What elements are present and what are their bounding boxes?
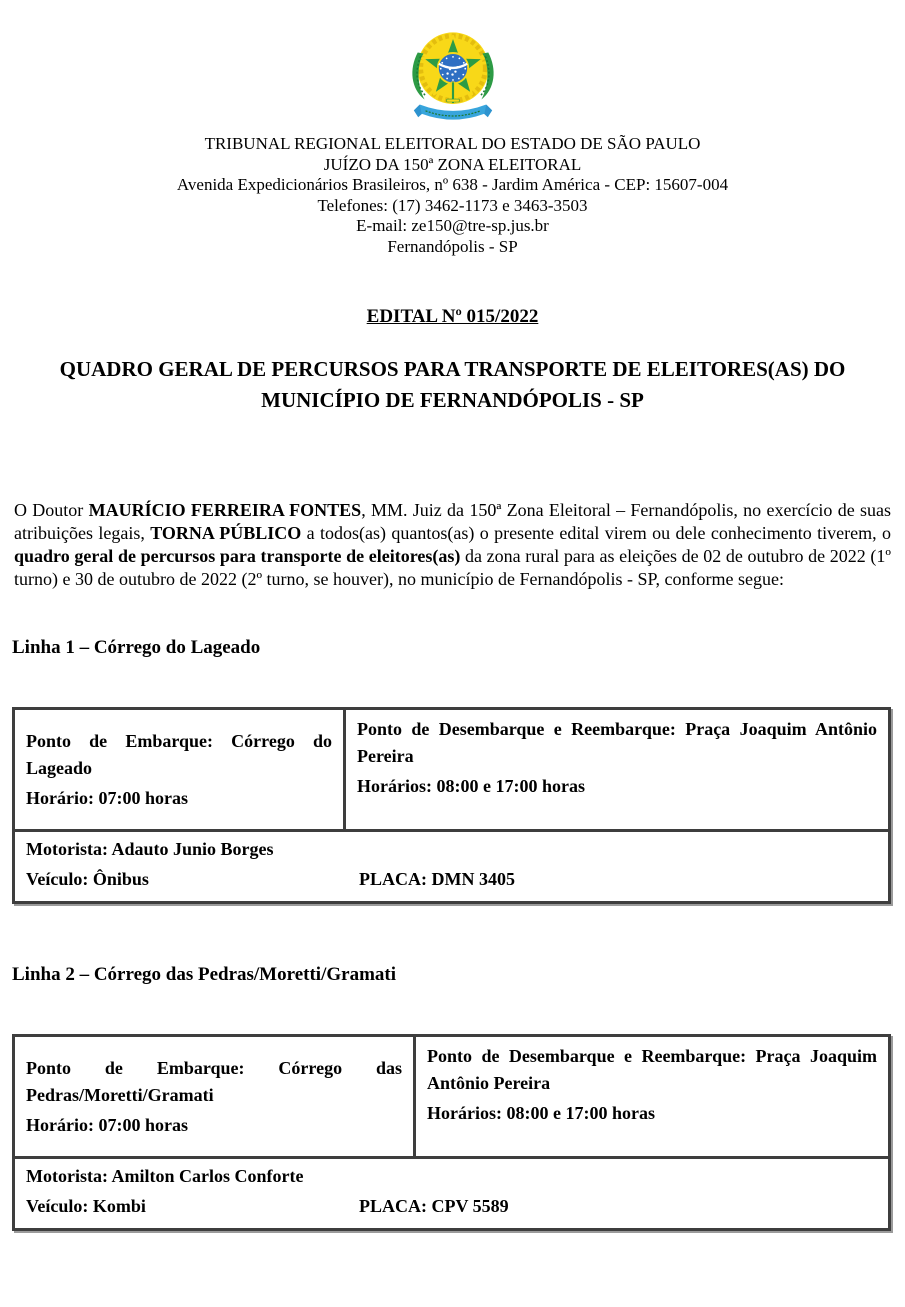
phones-line: Telefones: (17) 3462-1173 e 3463-3503	[317, 195, 588, 215]
document-title: QUADRO GERAL DE PERCURSOS PARA TRANSPORTE DE ELEITORES(AS) DO MUNICÍPIO DE FERNANDÓPOLIS - SP	[59, 357, 846, 412]
document-page	[0, 27, 905, 1307]
motorista-cell	[14, 831, 890, 903]
edital-number-text: EDITAL Nº 015/2022	[366, 306, 539, 327]
letterhead	[0, 134, 905, 257]
desembarque-horarios: Horários: 08:00 e 17:00 horas	[427, 1103, 655, 1123]
placa: PLACA: DMN 3405	[359, 869, 515, 889]
table-row	[14, 1036, 890, 1158]
route-table-linha-2	[12, 1034, 891, 1231]
email-line: E-mail: ze150@tre-sp.jus.br	[356, 216, 549, 235]
veiculo: Veículo: Ônibus	[26, 869, 149, 889]
desembarque-point: Ponto de Desembarque e Reembarque: Praça Joaquim Antônio Pereira	[357, 719, 877, 766]
city-line: Fernandópolis - SP	[387, 236, 518, 256]
embarque-horario: Horário: 07:00 horas	[26, 787, 188, 808]
placa: PLACA: CPV 5589	[359, 1196, 509, 1216]
embarque-cell	[14, 709, 345, 831]
linha-2-heading: Linha 2 – Córrego das Pedras/Moretti/Gramati	[12, 964, 396, 985]
edital-number-heading	[0, 306, 905, 328]
embarque-horario: Horário: 07:00 horas	[26, 1114, 188, 1135]
embarque-point: Ponto de Embarque: Córrego das Pedras/Moretti/Gramati	[26, 1057, 402, 1105]
motorista: Motorista: Amilton Carlos Conforte	[26, 1166, 304, 1186]
brazil-coat-of-arms-icon	[404, 27, 502, 129]
desembarque-cell	[345, 709, 890, 831]
desembarque-horarios: Horários: 08:00 e 17:00 horas	[357, 776, 585, 796]
veiculo: Veículo: Kombi	[26, 1196, 146, 1216]
motorista-cell	[14, 1158, 890, 1230]
desembarque-point: Ponto de Desembarque e Reembarque: Praça Joaquim Antônio Pereira	[427, 1046, 877, 1093]
table-row	[14, 709, 890, 831]
address-line: Avenida Expedicionários Brasileiros, nº 638 - Jardim América - CEP: 15607-004	[176, 175, 729, 194]
route-table-linha-1	[12, 707, 891, 904]
table-row	[14, 1158, 890, 1230]
desembarque-cell	[415, 1036, 890, 1158]
motorista: Motorista: Adauto Junio Borges	[26, 839, 274, 859]
linha-1-heading: Linha 1 – Córrego do Lageado	[12, 637, 261, 658]
embarque-point: Ponto de Embarque: Córrego do Lageado	[26, 730, 332, 778]
zona-eleitoral: JUÍZO DA 150ª ZONA ELEITORAL	[323, 154, 582, 174]
intro-paragraph: O Doutor MAURÍCIO FERREIRA FONTES, MM. Juiz da 150ª Zona Eleitoral – Fernandópolis, no exercício de suas atribuições legais, TORNA PÚBLICO a todos(as) quantos(as) o presente edital virem ou dele conhecimento tiverem, o quadro geral de percursos para transporte de eleitores(as) da zona rural para as eleições de 02 de outubro de 2022 (1º turno) e 30 de outubro de 2022 (2º turno, se houver), no município de Fernandópolis - SP, conforme segue:	[14, 500, 891, 589]
table-row	[14, 831, 890, 903]
embarque-cell	[14, 1036, 415, 1158]
tribunal-name: TRIBUNAL REGIONAL ELEITORAL DO ESTADO DE SÃO PAULO	[204, 134, 701, 153]
